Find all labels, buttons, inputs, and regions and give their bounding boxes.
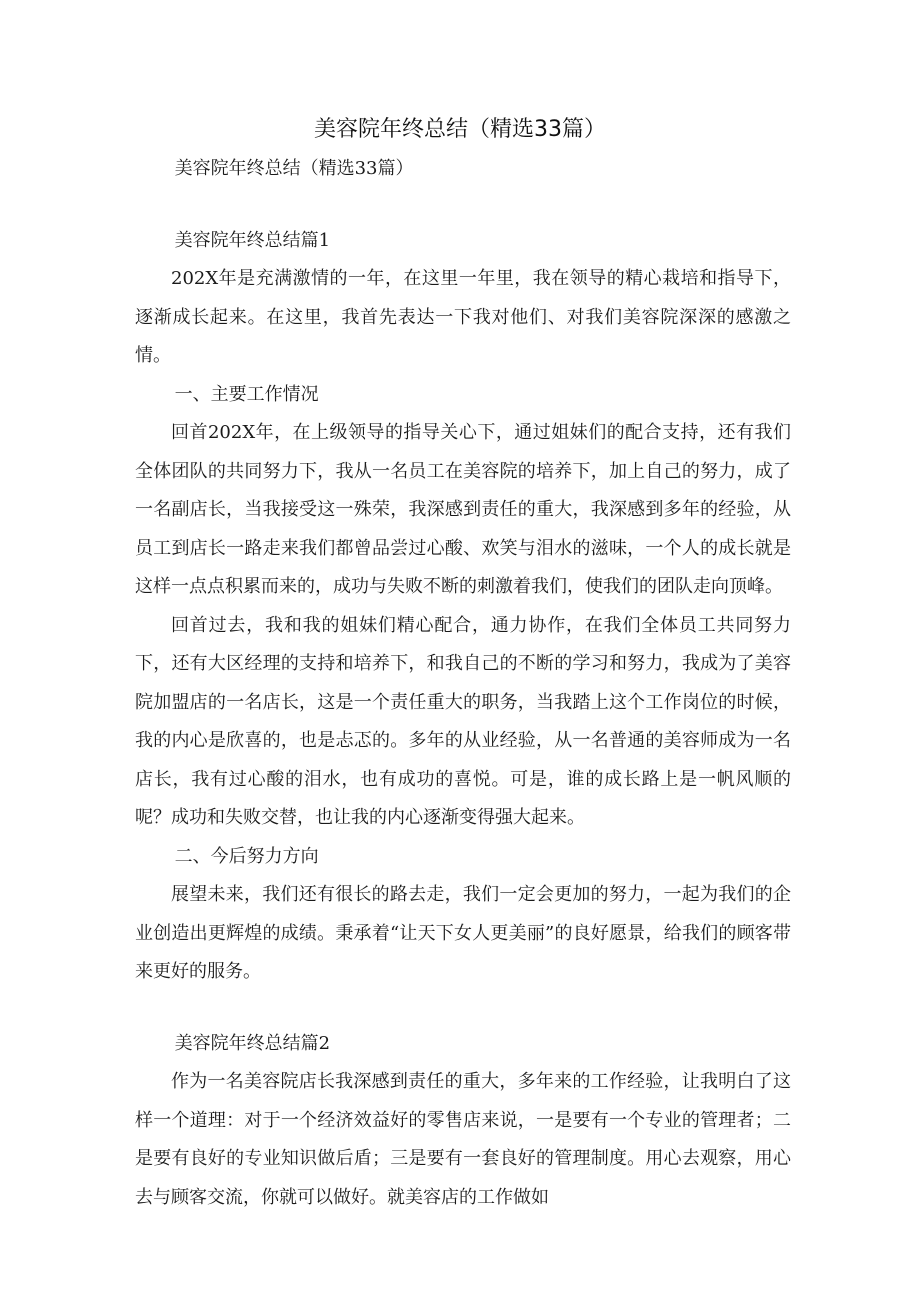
document-title: 美容院年终总结（精选33篇） (314, 117, 606, 142)
paragraph: 回首202X年，在上级领导的指导关心下，通过姐妹们的配合支持，还有我们全体团队的共同努力下，我从一名员工在美容院的培养下，加上自己的努力，成了一名副店长，当我接受这一殊荣，我深感到责任的重大，我深感到多年的经验，从员工到店长一路走来我们都曾品尝过心酸、欢笑与泪水的滋味，一个人的成长就是这样一点点积累而来的，成功与失败不断的刺激着我们，使我们的团队走向顶峰。 (135, 422, 791, 597)
document-body (135, 150, 791, 1217)
paragraph: 202X年是充满激情的一年，在这里一年里，我在领导的精心栽培和指导下，逐渐成长起来。在这里，我首先表达一下我对他们、对我们美容院深深的感激之情。 (135, 268, 791, 366)
section-heading: 美容院年终总结篇2 (174, 1032, 331, 1054)
paragraph: 回首过去，我和我的姐妹们精心配合，通力协作，在我们全体员工共同努力下，还有大区经理的支持和培养下，和我自己的不断的学习和努力，我成为了美容院加盟店的一名店长，这是一个责任重大的职务，当我踏上这个工作岗位的时候，我的内心是欣喜的，也是忐忑的。多年的从业经验，从一名普通的美容师成为一名店长，我有过心酸的泪水，也有成功的喜悦。可是，谁的成长路上是一帆风顺的呢？成功和失败交替，也让我的内心逐渐变得强大起来。 (135, 614, 791, 828)
document-subtitle: 美容院年终总结（精选33篇） (174, 158, 414, 179)
paragraph: 作为一名美容院店长我深感到责任的重大，多年来的工作经验，让我明白了这样一个道理：对于一个经济效益好的零售店来说，一是要有一个专业的管理者；二是要有良好的专业知识做后盾；三是要有一套良好的管理制度。用心去观察，用心去与顾客交流，你就可以做好。就美容店的工作做如 (135, 1071, 791, 1208)
subsection-heading: 二、今后努力方向 (174, 845, 319, 867)
subsection-heading: 一、主要工作情况 (174, 383, 319, 405)
section-heading: 美容院年终总结篇1 (174, 229, 331, 251)
paragraph: 展望未来，我们还有很长的路去走，我们一定会更加的努力，一起为我们的企业创造出更辉煌的成绩。秉承着“让天下女人更美丽”的良好愿景，给我们的顾客带来更好的服务。 (135, 884, 791, 982)
